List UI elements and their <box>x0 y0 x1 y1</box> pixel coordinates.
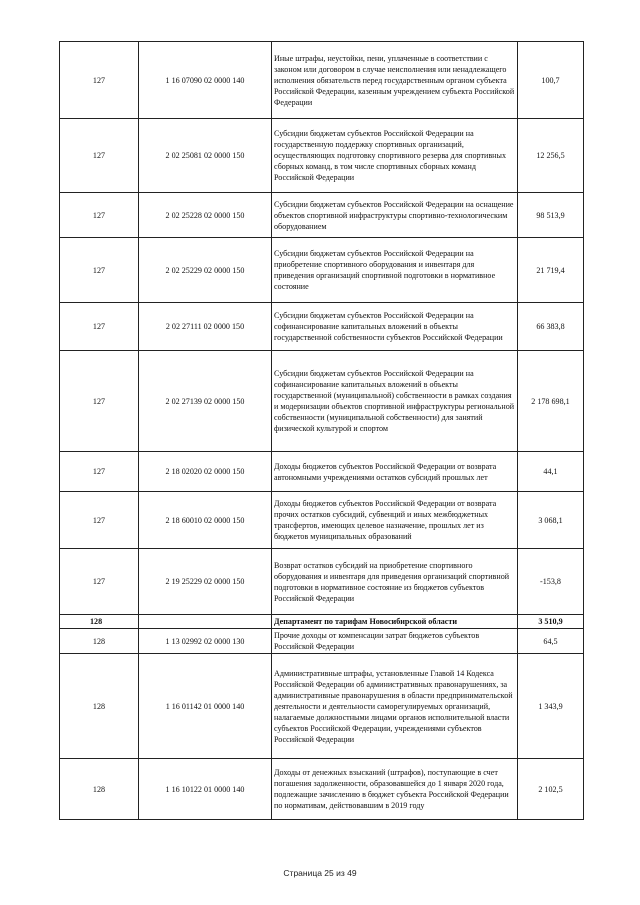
revenue-name-cell: Административные штрафы, установленные Главой 14 Кодекса Российской Федерации об административных правонарушениях, за административные правонарушения в области предпринимательской деятельности и деятельности саморегулируемых организаций, налагаемые должностными лицами органов исполнительной власти субъектов Российской Федерации, учреждениями субъектов Российской Федерации <box>272 654 518 759</box>
revenue-name-cell: Субсидии бюджетам субъектов Российской Федерации на государственную поддержку спортивных организаций, осуществляющих подготовку спортивного резерва для спортивных сборных команд, в том числе спортивных сборных команд Российской Федерации <box>272 119 518 193</box>
table-row <box>60 452 584 492</box>
revenue-code-cell: 2 02 27111 02 0000 150 <box>139 303 272 351</box>
amount-cell: 2 102,5 <box>518 759 584 820</box>
revenue-name-cell: Субсидии бюджетам субъектов Российской Федерации на приобретение спортивного оборудования и инвентаря для приведения организаций спортивной подготовки в нормативное состояние <box>272 238 518 303</box>
admin-code-cell: 128 <box>60 654 139 759</box>
revenue-code-cell: 2 19 25229 02 0000 150 <box>139 549 272 615</box>
amount-cell: 64,5 <box>518 629 584 654</box>
page-footer: Страница 25 из 49 <box>283 868 357 878</box>
amount-cell: 100,7 <box>518 42 584 119</box>
revenue-name-cell: Возврат остатков субсидий на приобретение спортивного оборудования и инвентаря для приведения организаций спортивной подготовки в нормативное состояние из бюджетов субъектов Российской Федерации <box>272 549 518 615</box>
revenue-code-cell: 2 18 02020 02 0000 150 <box>139 452 272 492</box>
revenue-code-cell: 1 16 07090 02 0000 140 <box>139 42 272 119</box>
admin-code-cell: 127 <box>60 119 139 193</box>
revenue-name-cell: Субсидии бюджетам субъектов Российской Федерации на оснащение объектов спортивной инфраструктуры спортивно-технологическим оборудованием <box>272 193 518 238</box>
revenue-name-cell: Субсидии бюджетам субъектов Российской Федерации на софинансирование капитальных вложений в объекты государственной собственности субъектов Российской Федерации <box>272 303 518 351</box>
table-row <box>60 629 584 654</box>
revenue-name-cell: Иные штрафы, неустойки, пени, уплаченные в соответствии с законом или договором в случае неисполнения или ненадлежащего исполнения обязательств перед государственным органом субъекта Российской Федерации, казенным учреждением субъекта Российской Федерации <box>272 42 518 119</box>
revenue-table <box>59 41 584 820</box>
admin-code-cell: 127 <box>60 351 139 452</box>
revenue-code-cell <box>139 615 272 629</box>
revenue-name-cell: Субсидии бюджетам субъектов Российской Федерации на софинансирование капитальных вложений в объекты государственной (муниципальной) собственности в рамках создания и модернизации объектов спортивной инфраструктуры региональной собственности (муниципальной собственности) для занятий физической культурой и спортом <box>272 351 518 452</box>
table-row <box>60 654 584 759</box>
table-row <box>60 549 584 615</box>
amount-cell: 3 510,9 <box>518 615 584 629</box>
revenue-name-cell: Доходы бюджетов субъектов Российской Федерации от возврата автономными учреждениями остатков субсидий прошлых лет <box>272 452 518 492</box>
admin-code-cell: 127 <box>60 193 139 238</box>
table-row <box>60 303 584 351</box>
revenue-name-cell: Прочие доходы от компенсации затрат бюджетов субъектов Российской Федерации <box>272 629 518 654</box>
revenue-name-cell: Департамент по тарифам Новосибирской области <box>272 615 518 629</box>
admin-code-cell: 127 <box>60 492 139 549</box>
revenue-code-cell: 2 02 25081 02 0000 150 <box>139 119 272 193</box>
revenue-code-cell: 1 16 01142 01 0000 140 <box>139 654 272 759</box>
amount-cell: 12 256,5 <box>518 119 584 193</box>
revenue-code-cell: 1 13 02992 02 0000 130 <box>139 629 272 654</box>
admin-code-cell: 127 <box>60 238 139 303</box>
table-body <box>60 42 584 820</box>
amount-cell: 2 178 698,1 <box>518 351 584 452</box>
amount-cell: 21 719,4 <box>518 238 584 303</box>
department-row <box>60 615 584 629</box>
revenue-code-cell: 2 18 60010 02 0000 150 <box>139 492 272 549</box>
table-row <box>60 759 584 820</box>
amount-cell: 44,1 <box>518 452 584 492</box>
table-row <box>60 119 584 193</box>
amount-cell: 98 513,9 <box>518 193 584 238</box>
table-row <box>60 492 584 549</box>
admin-code-cell: 127 <box>60 42 139 119</box>
table-row <box>60 238 584 303</box>
amount-cell: 1 343,9 <box>518 654 584 759</box>
revenue-code-cell: 1 16 10122 01 0000 140 <box>139 759 272 820</box>
admin-code-cell: 127 <box>60 303 139 351</box>
revenue-code-cell: 2 02 25229 02 0000 150 <box>139 238 272 303</box>
amount-cell: 66 383,8 <box>518 303 584 351</box>
table-row <box>60 193 584 238</box>
revenue-name-cell: Доходы бюджетов субъектов Российской Федерации от возврата прочих остатков субсидий, субвенций и иных межбюджетных трансфертов, имеющих целевое назначение, прошлых лет из бюджетов муниципальных образований <box>272 492 518 549</box>
admin-code-cell: 128 <box>60 615 139 629</box>
revenue-code-cell: 2 02 25228 02 0000 150 <box>139 193 272 238</box>
admin-code-cell: 128 <box>60 629 139 654</box>
revenue-code-cell: 2 02 27139 02 0000 150 <box>139 351 272 452</box>
amount-cell: -153,8 <box>518 549 584 615</box>
table-row <box>60 351 584 452</box>
admin-code-cell: 127 <box>60 452 139 492</box>
amount-cell: 3 068,1 <box>518 492 584 549</box>
revenue-name-cell: Доходы от денежных взысканий (штрафов), поступающие в счет погашения задолженности, образовавшейся до 1 января 2020 года, подлежащие зачислению в бюджет субъекта Российской Федерации по нормативам, действовавшим в 2019 году <box>272 759 518 820</box>
admin-code-cell: 128 <box>60 759 139 820</box>
table-row <box>60 42 584 119</box>
admin-code-cell: 127 <box>60 549 139 615</box>
